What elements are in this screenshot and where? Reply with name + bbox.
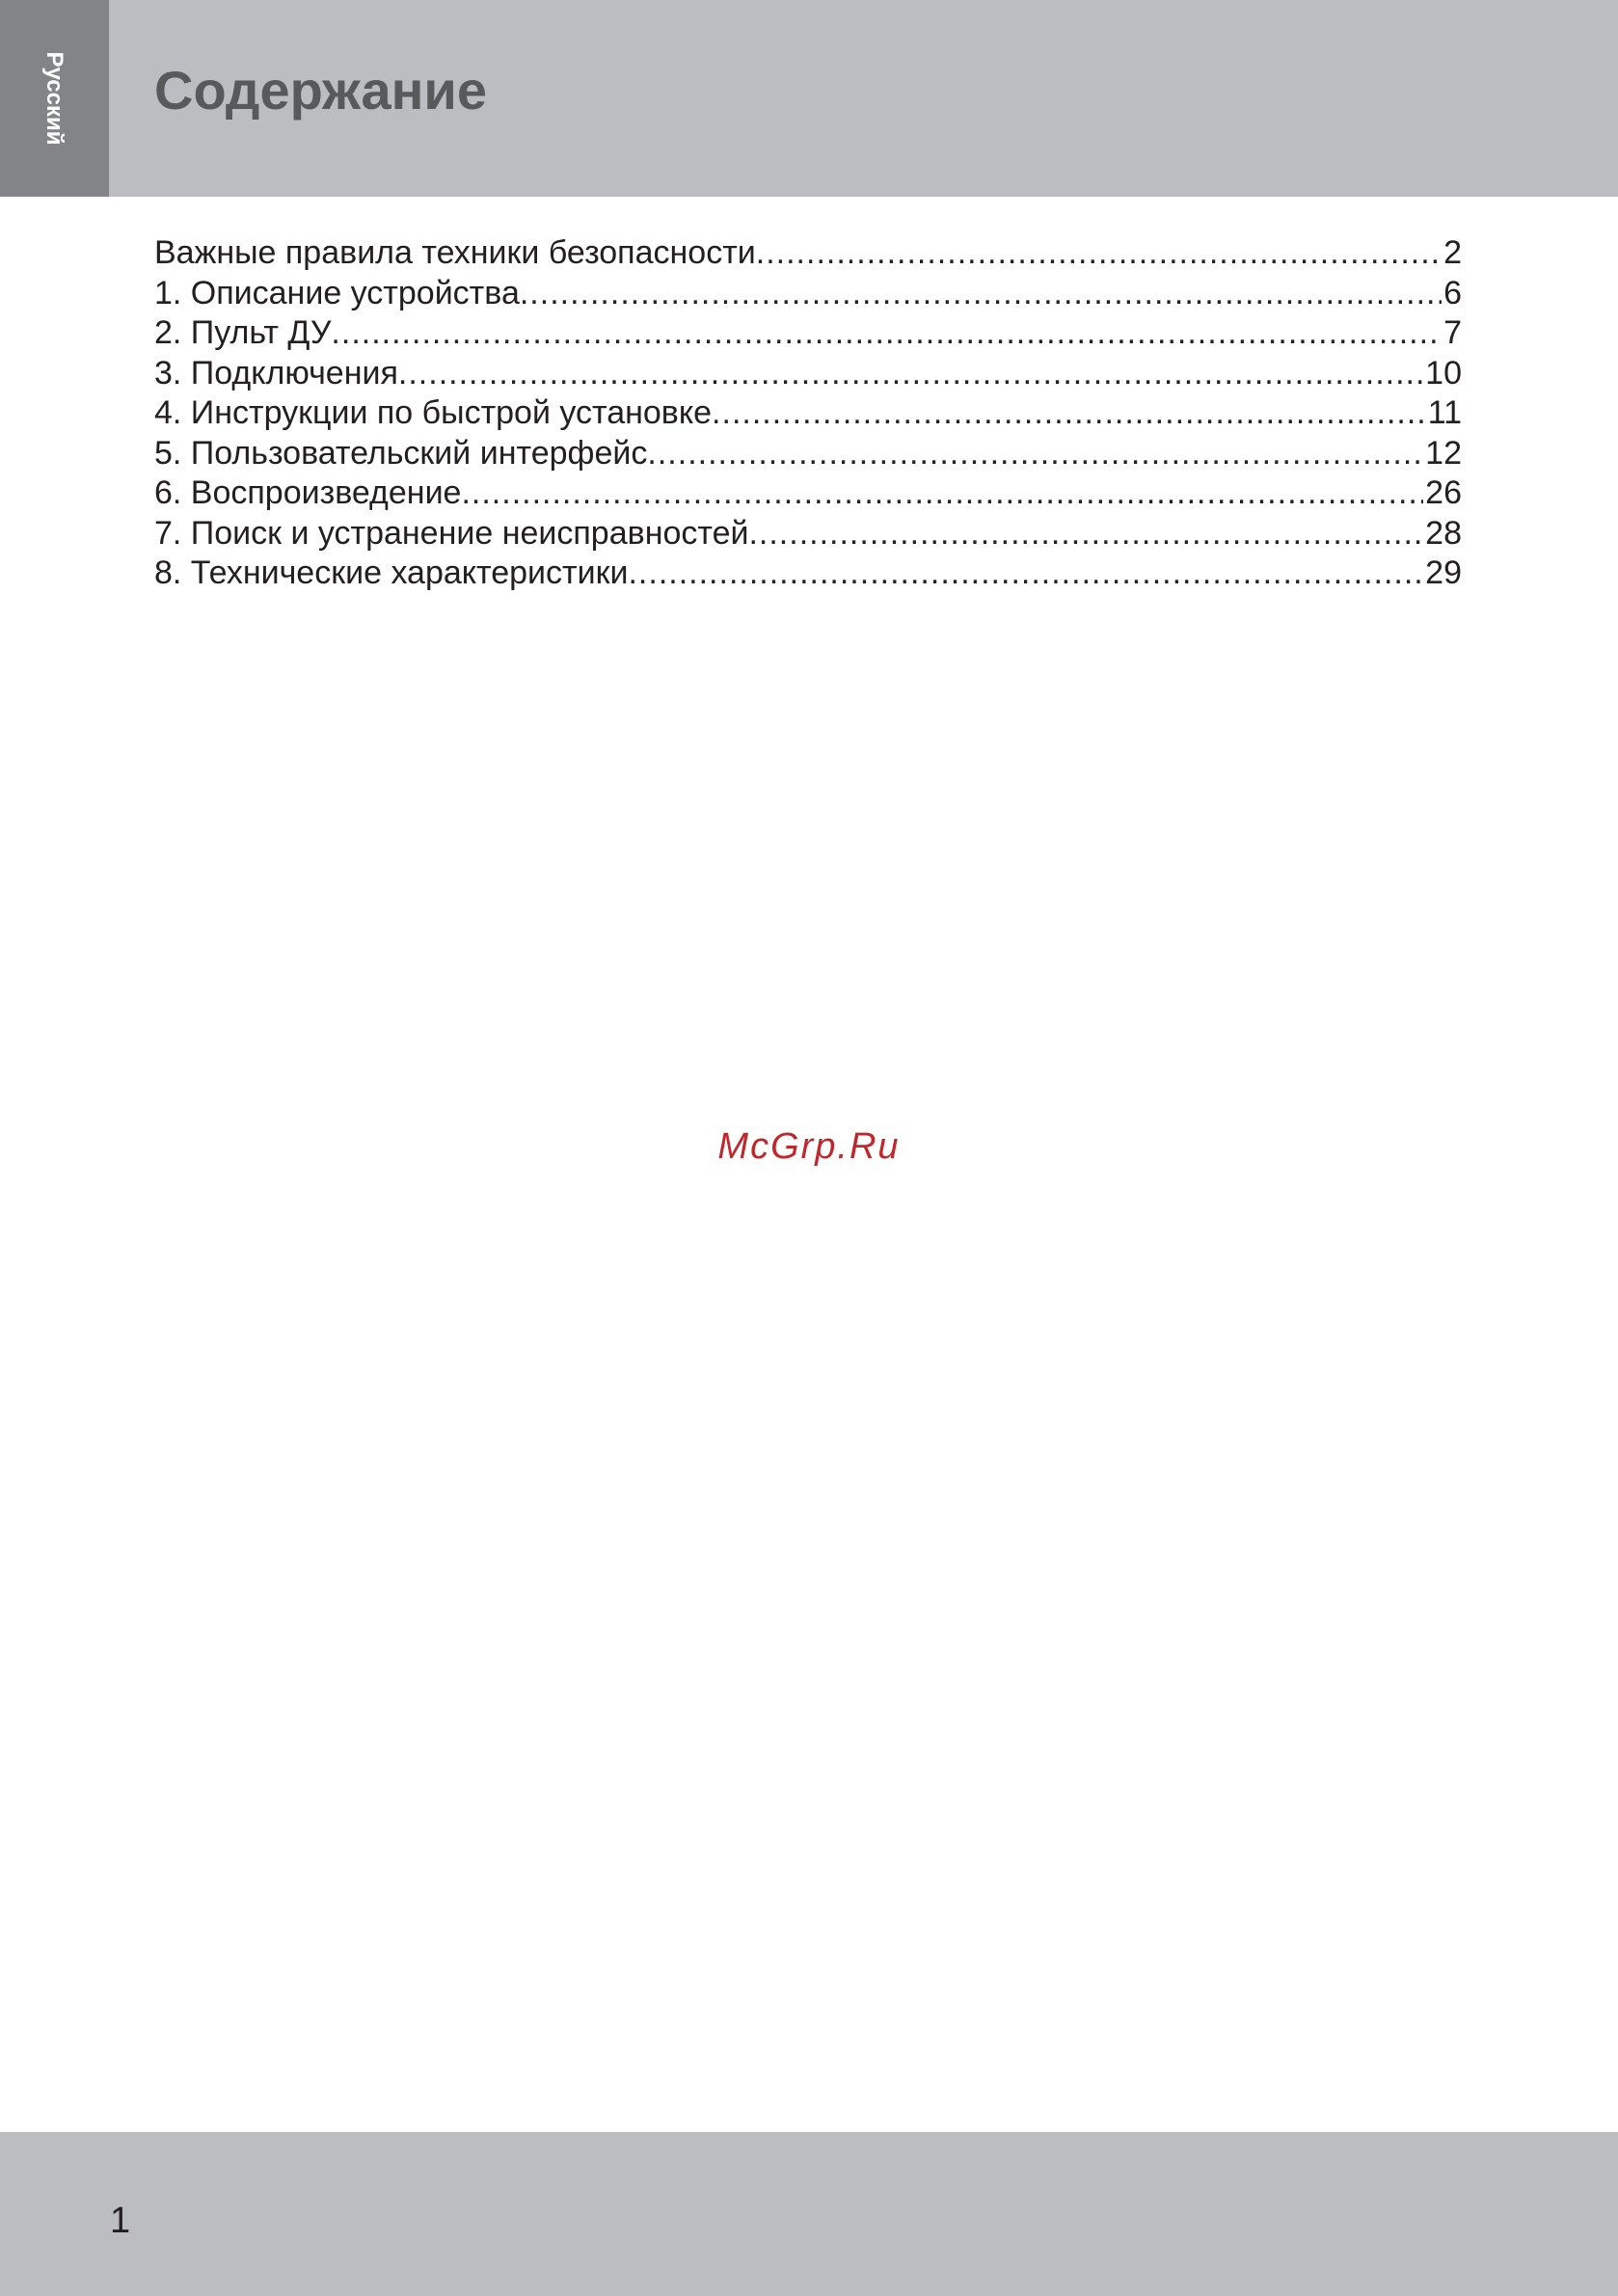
toc-item-label: 7. Поиск и устранение неисправностей [154, 514, 749, 552]
toc-item-label: 6. Воспроизведение [154, 474, 462, 511]
toc-item-user-interface[interactable] [154, 434, 1462, 474]
toc-item-playback[interactable] [154, 473, 1462, 514]
toc-item-label: 1. Описание устройства [154, 274, 520, 311]
language-tab-label: Русский [41, 51, 67, 146]
toc-leader-dots [756, 233, 1442, 274]
language-tab [0, 0, 109, 197]
toc-item-page: 10 [1425, 354, 1462, 392]
toc-item-page: 7 [1443, 314, 1462, 351]
toc-item-connections[interactable] [154, 354, 1462, 394]
toc-leader-dots [748, 514, 1423, 554]
toc-item-page: 28 [1425, 514, 1462, 552]
toc-item-label: Важные правила техники безопасности [154, 234, 756, 271]
toc-item-label: 5. Пользовательский интерфейс [154, 434, 648, 472]
toc-leader-dots [461, 473, 1423, 514]
table-of-contents [154, 233, 1462, 594]
toc-item-label: 4. Инструкции по быстрой установке [154, 394, 713, 431]
toc-item-page: 29 [1425, 554, 1462, 591]
toc-item-page: 6 [1443, 274, 1462, 311]
toc-leader-dots [712, 393, 1426, 434]
toc-item-page: 2 [1443, 234, 1462, 271]
toc-item-remote-control[interactable] [154, 313, 1462, 354]
toc-leader-dots [628, 554, 1423, 594]
footer-band [0, 2132, 1618, 2296]
page-title: Содержание [154, 60, 487, 121]
toc-item-page: 11 [1427, 394, 1462, 431]
toc-item-troubleshooting[interactable] [154, 514, 1462, 554]
page-number: 1 [110, 2201, 131, 2241]
toc-item-quick-setup[interactable] [154, 393, 1462, 434]
toc-item-specifications[interactable] [154, 554, 1462, 594]
toc-item-page: 26 [1425, 474, 1462, 511]
toc-item-safety[interactable] [154, 233, 1462, 274]
toc-leader-dots [520, 274, 1442, 314]
toc-item-label: 8. Технические характеристики [154, 554, 629, 591]
toc-leader-dots [398, 354, 1423, 394]
toc-item-page: 12 [1425, 434, 1462, 472]
toc-item-label: 2. Пульт ДУ [154, 314, 332, 351]
watermark: McGrp.Ru [717, 1126, 901, 1167]
toc-item-device-description[interactable] [154, 274, 1462, 314]
toc-item-label: 3. Подключения [154, 354, 398, 392]
toc-leader-dots [331, 313, 1442, 354]
toc-leader-dots [647, 434, 1423, 474]
